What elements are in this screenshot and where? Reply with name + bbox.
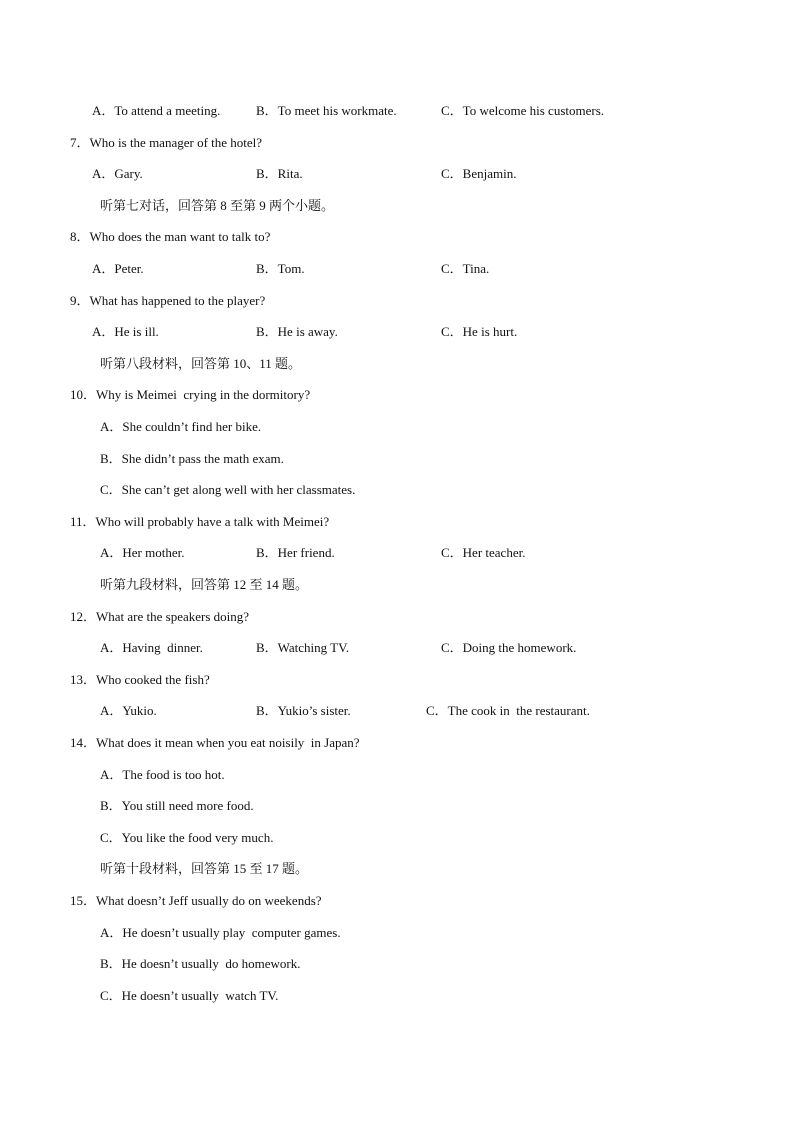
option-a: A．To attend a meeting. [92, 103, 221, 118]
option-line: A．She couldn’t find her bike. [100, 419, 262, 434]
section-instruction: 听第七对话，回答第 8 至第 9 两个小题。 [100, 198, 335, 213]
option-line: B．She didn’t pass the math exam. [100, 451, 284, 466]
option-line: C．She can’t get along well with her classmates. [100, 482, 356, 497]
question-text: 9．What has happened to the player? [70, 293, 266, 308]
option-b: B．He is away. [256, 324, 338, 339]
section-instruction: 听第十段材料，回答第 15 至 17 题。 [100, 861, 309, 876]
option-c: C．Doing the homework. [441, 640, 577, 655]
option-line: C．He doesn’t usually watch TV. [100, 988, 279, 1003]
option-a: A．He is ill. [92, 324, 159, 339]
option-b: B．Watching TV. [256, 640, 350, 655]
option-a: A．Her mother. [100, 545, 185, 560]
option-line: C．You like the food very much. [100, 830, 274, 845]
option-b: B．Tom. [256, 261, 305, 276]
option-line: B．He doesn’t usually do homework. [100, 956, 301, 971]
section-instruction: 听第九段材料，回答第 12 至 14 题。 [100, 577, 309, 592]
question-text: 8．Who does the man want to talk to? [70, 229, 271, 244]
option-c: C．Her teacher. [441, 545, 526, 560]
option-c: C．Benjamin. [441, 166, 517, 181]
option-line: A．He doesn’t usually play computer games. [100, 925, 341, 940]
option-b: B．Yukio’s sister. [256, 703, 351, 718]
question-text: 13．Who cooked the fish? [70, 672, 210, 687]
option-line: B．You still need more food. [100, 798, 254, 813]
question-text: 7．Who is the manager of the hotel? [70, 135, 263, 150]
option-b: B．To meet his workmate. [256, 103, 397, 118]
question-text: 11．Who will probably have a talk with Meimei? [70, 514, 330, 529]
question-text: 10．Why is Meimei crying in the dormitory? [70, 387, 311, 402]
option-a: A．Peter. [92, 261, 144, 276]
option-a: A．Having dinner. [100, 640, 203, 655]
option-a: A．Yukio. [100, 703, 157, 718]
section-instruction: 听第八段材料，回答第 10、11 题。 [100, 356, 302, 371]
option-a: A．Gary. [92, 166, 143, 181]
option-c: C．The cook in the restaurant. [426, 703, 590, 718]
option-c: C．He is hurt. [441, 324, 518, 339]
question-text: 12．What are the speakers doing? [70, 609, 250, 624]
option-b: B．Rita. [256, 166, 303, 181]
question-text: 14．What does it mean when you eat noisily in Japan? [70, 735, 360, 750]
question-text: 15．What doesn’t Jeff usually do on weekends? [70, 893, 322, 908]
option-b: B．Her friend. [256, 545, 335, 560]
option-c: C．To welcome his customers. [441, 103, 605, 118]
option-c: C．Tina. [441, 261, 490, 276]
option-line: A．The food is too hot. [100, 767, 225, 782]
